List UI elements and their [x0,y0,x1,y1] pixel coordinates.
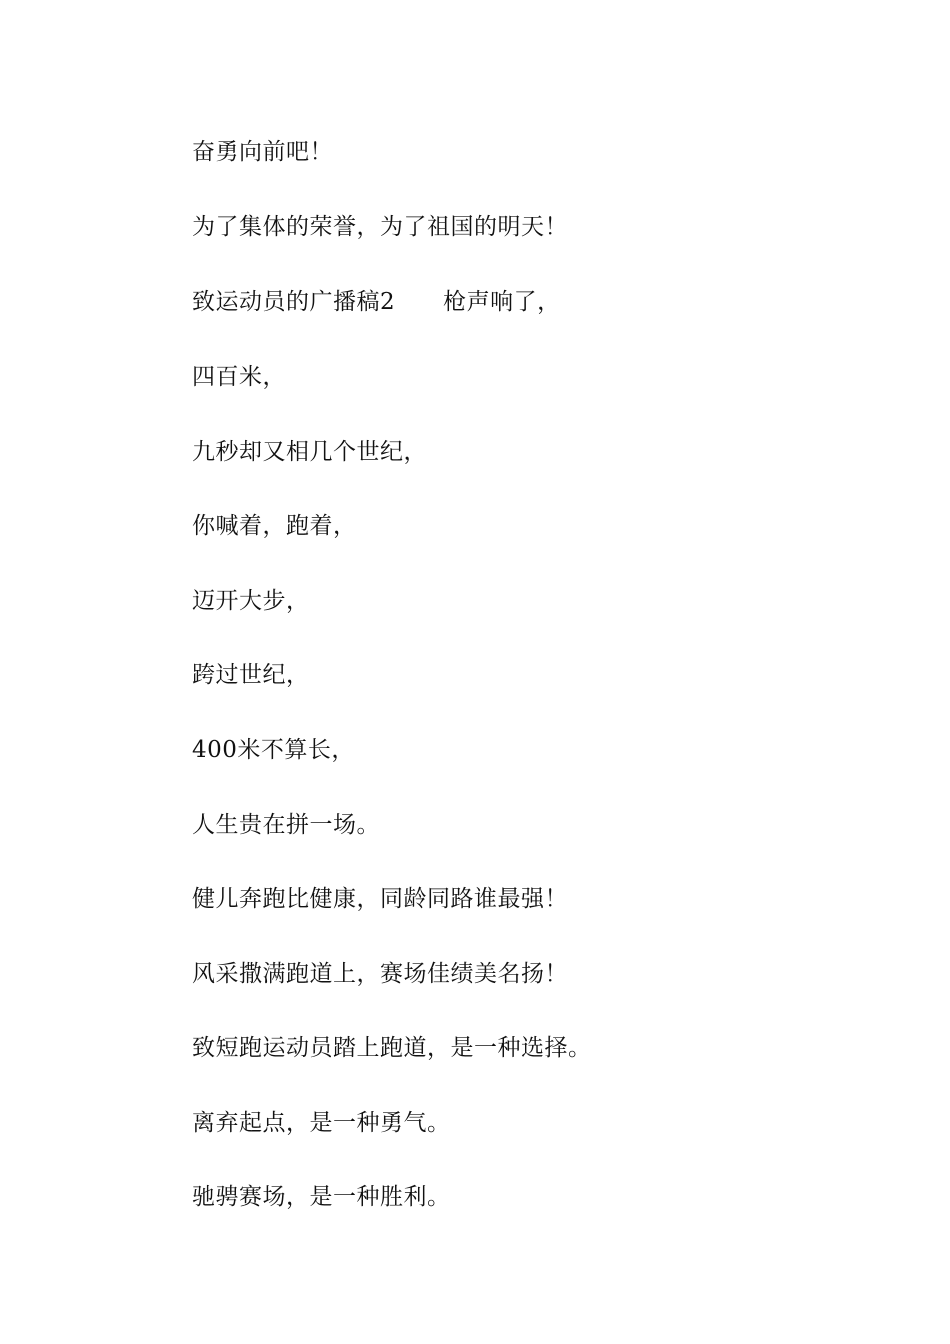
text-line: 驰骋赛场，是一种胜利。 [192,1184,451,1210]
text-line: 你喊着，跑着， [192,513,357,539]
text-line: 离弃起点，是一种勇气。 [192,1110,451,1136]
text-line: 奋勇向前吧！ [192,139,333,165]
text-line: 致短跑运动员踏上跑道，是一种选择。 [192,1035,592,1061]
text-line-heading-combined [192,287,561,317]
text-line: 人生贵在拼一场。 [192,812,380,838]
text-line: 400米不算长， [192,737,355,763]
text-line: 枪声响了， [443,289,561,315]
text-line: 九秒却又相几个世纪， [192,439,427,465]
text-line: 跨过世纪， [192,662,310,688]
section-heading: 致运动员的广播稿2 [192,289,396,315]
text-line: 健儿奔跑比健康，同龄同路谁最强！ [192,886,568,912]
text-line: 迈开大步， [192,588,310,614]
text-line: 风采撒满跑道上，赛场佳绩美名扬！ [192,961,568,987]
text-line: 四百米， [192,364,286,390]
text-line: 为了集体的荣誉，为了祖国的明天！ [192,214,568,240]
